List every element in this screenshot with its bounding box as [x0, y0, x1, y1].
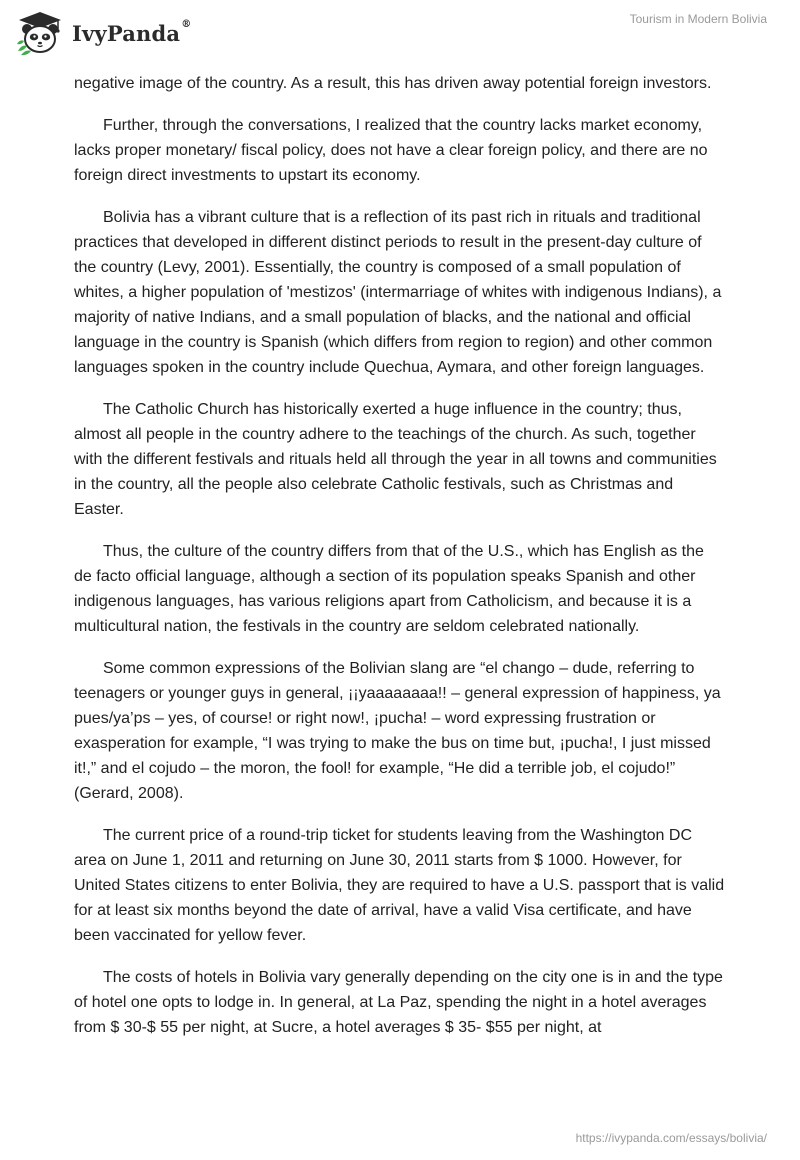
paragraph: The costs of hotels in Bolivia vary generally depending on the city one is in and the type of hotel one opts to lodge in. In general, at La Paz, spending the night in a hotel averages from $ 30-$ 55 per night, at Sucre, a hotel averages $ 35- $55 per night, at [74, 969, 723, 1036]
registered-mark: ® [181, 18, 192, 30]
paragraph: Bolivia has a vibrant culture that is a reflection of its past rich in rituals and traditional practices that developed in different distinct periods to result in the present-day culture of the country (Levy, 2001). Essentially, the country is composed of a small population of whites, a higher population of 'mestizos' (intermarriage of whites with indigenous Indians), a majority of native Indians, and a small population of blacks, and the national and official language in the country is Spanish (which differs from region to region) and other common languages spoken in the country include Quechua, Aymara, and other foreign languages. [74, 209, 722, 376]
paragraph: The current price of a round-trip ticket for students leaving from the Washington DC area on June 1, 2011 and returning on June 30, 2011 starts from $ 1000. However, for United States citizens to enter Bolivia, they are required to have a U.S. passport that is valid for at least six months beyond the date of arrival, have a valid Visa certificate, and have been vaccinated for yellow fever. [74, 827, 725, 944]
document-title: Tourism in Modern Bolivia [629, 12, 767, 26]
page-header [0, 0, 800, 60]
paragraph: Further, through the conversations, I realized that the country lacks market economy, lacks proper monetary/ fiscal policy, does not have a clear foreign policy, and there are no foreign direct investments to upstart its economy. [74, 117, 708, 184]
paragraph: negative image of the country. As a result, this has driven away potential foreign investors. [74, 75, 712, 92]
panda-graduate-icon [14, 10, 66, 56]
brand-name: IvyPanda [72, 20, 181, 46]
brand-wordmark [72, 18, 192, 46]
paragraph: The Catholic Church has historically exerted a huge influence in the country; thus, almost all people in the country adhere to the teachings of the church. As such, together with the different festivals and rituals held all through the year in all towns and communities in the country, all the people also celebrate Catholic festivals, such as Christmas and Easter. [74, 401, 717, 518]
paragraph: Some common expressions of the Bolivian slang are “el chango – dude, referring to teenagers or younger guys in general, ¡¡yaaaaaaaa!! – general expression of happiness, ya pues/ya’ps – yes, of course! or right now!, ¡pucha! – word expressing frustration or exasperation for example, “I was trying to make the bus on time but, ¡pucha!, I just missed it!,” and el cojudo – the moron, the fool! for example, “He did a terrible job, el cojudo!” (Gerard, 2008). [74, 660, 721, 802]
source-url[interactable]: https://ivypanda.com/essays/bolivia/ [575, 1131, 767, 1145]
paragraph: Thus, the culture of the country differs from that of the U.S., which has English as the de facto official language, although a section of its population speaks Spanish and other indigenous languages, has various religions apart from Catholicism, and because it is a multicultural nation, the festivals in the country are seldom celebrated nationally. [74, 543, 704, 635]
ivypanda-logo[interactable] [14, 10, 191, 56]
essay-body [74, 71, 726, 1057]
